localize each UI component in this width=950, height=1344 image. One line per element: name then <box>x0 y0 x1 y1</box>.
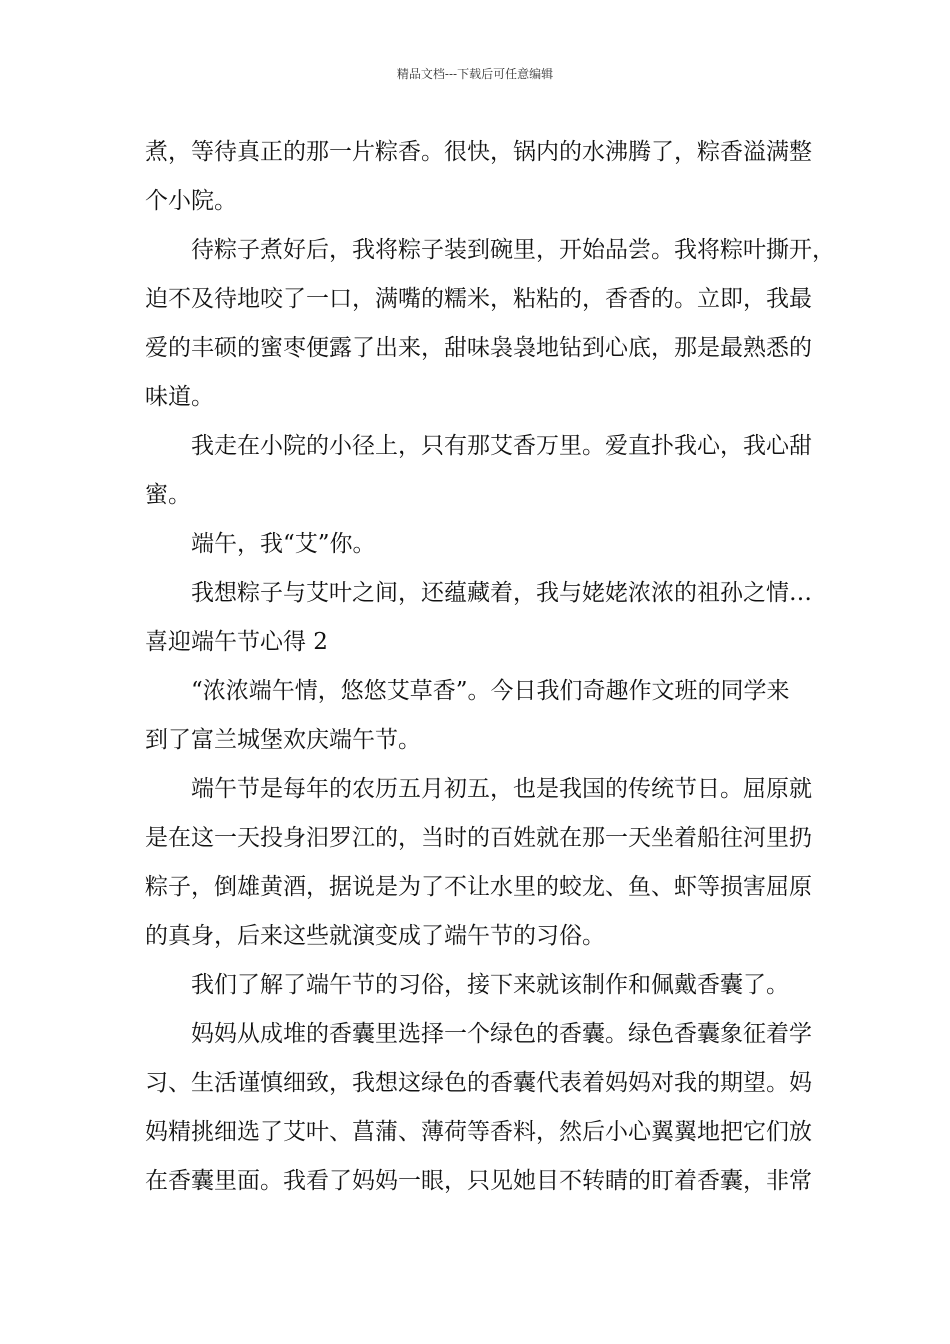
text-line: 妈精挑细选了艾叶、菖蒲、薄荷等香料，然后小心翼翼地把它们放 <box>145 1119 812 1145</box>
text-line: 煮，等待真正的那一片粽香。很快，锅内的水沸腾了，粽香溢满整 <box>145 139 812 165</box>
document-body <box>145 128 835 1206</box>
text-line: 端午节是每年的农历五月初五，也是我国的传统节日。屈原就 <box>191 776 812 802</box>
text-line: “浓浓端午情，悠悠艾草香”。今日我们奇趣作文班的同学来 <box>191 678 790 704</box>
page-header: 精品文档---下载后可任意编辑 <box>396 67 554 81</box>
text-line: 习、生活谨慎细致，我想这绿色的香囊代表着妈妈对我的期望。妈 <box>145 1070 812 1096</box>
section-heading: 喜迎端午节心得 2 <box>145 629 328 655</box>
text-line: 我想粽子与艾叶之间，还蕴藏着，我与姥姥浓浓的祖孙之情… <box>191 580 812 606</box>
text-line: 我们了解了端午节的习俗，接下来就该制作和佩戴香囊了。 <box>191 972 789 998</box>
text-line: 迫不及待地咬了一口，满嘴的糯米，粘粘的，香香的。立即，我最 <box>145 286 812 312</box>
text-line: 个小院。 <box>145 188 237 214</box>
text-line: 是在这一天投身汨罗江的，当时的百姓就在那一天坐着船往河里扔 <box>145 825 812 851</box>
text-line: 味道。 <box>145 384 214 410</box>
text-line: 我走在小院的小径上，只有那艾香万里。爱直扑我心，我心甜 <box>191 433 812 459</box>
text-line: 端午，我“艾”你。 <box>191 531 376 557</box>
text-line: 待粽子煮好后，我将粽子装到碗里，开始品尝。我将粽叶撕开， <box>191 237 835 263</box>
text-line: 蜜。 <box>145 482 191 508</box>
text-line: 在香囊里面。我看了妈妈一眼，只见她目不转睛的盯着香囊，非常 <box>145 1168 812 1194</box>
text-line: 到了富兰城堡欢庆端午节。 <box>145 727 421 753</box>
text-line: 爱的丰硕的蜜枣便露了出来，甜味袅袅地钻到心底，那是最熟悉的 <box>145 335 812 361</box>
text-line: 粽子，倒雄黄酒，据说是为了不让水里的蛟龙、鱼、虾等损害屈原 <box>145 874 812 900</box>
text-line: 妈妈从成堆的香囊里选择一个绿色的香囊。绿色香囊象征着学 <box>191 1021 812 1047</box>
text-line: 的真身，后来这些就演变成了端午节的习俗。 <box>145 923 605 949</box>
